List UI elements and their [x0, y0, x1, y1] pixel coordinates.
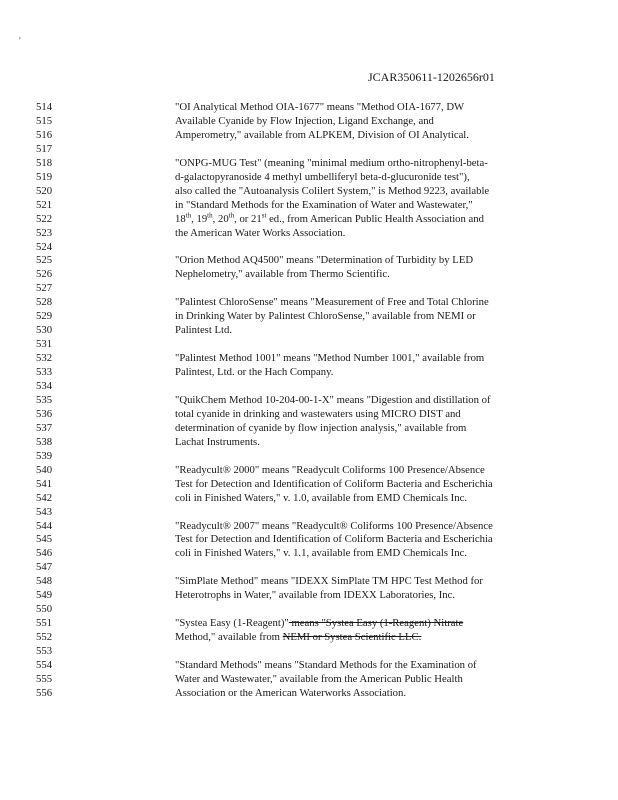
text-run: Palintest, Ltd. or the Hach Company.: [175, 366, 334, 379]
document-line: [0, 212, 618, 226]
text-run: in Drinking Water by Palintest ChloroSense," available from NEMI or: [175, 310, 476, 323]
document-line: [0, 532, 618, 546]
line-number: 532: [36, 352, 53, 365]
document-line: [0, 309, 618, 323]
line-number: 544: [36, 519, 53, 532]
text-run: Test for Detection and Identification of Coliform Bacteria and Escherichia: [175, 477, 493, 490]
text-run: Palintest Ltd.: [175, 324, 232, 337]
document-line: [0, 463, 618, 477]
line-text: [175, 309, 476, 323]
line-text: [175, 407, 461, 421]
line-text: [175, 170, 470, 184]
document-line: [0, 421, 618, 435]
text-run: "QuikChem Method 10-204-00-1-X" means "Digestion and distillation of: [175, 393, 491, 406]
line-number: 548: [36, 575, 53, 588]
line-text: [175, 532, 493, 546]
text-run: "Palintest ChloroSense" means "Measurement of Free and Total Chlorine: [175, 296, 489, 309]
text-run: 18: [175, 212, 186, 225]
document-line: [0, 281, 618, 295]
text-run: , 20: [212, 212, 229, 225]
line-text: [175, 365, 333, 379]
line-number: 554: [36, 659, 53, 671]
line-number: 551: [36, 617, 53, 630]
text-run: in "Standard Methods for the Examination of Water and Wastewater,": [175, 198, 473, 211]
line-number: 519: [36, 170, 53, 183]
document-line: [0, 379, 618, 393]
line-text: [175, 477, 493, 491]
line-number: 514: [36, 101, 53, 113]
line-text: [175, 393, 491, 407]
line-number: 528: [36, 296, 53, 309]
document-line: [0, 546, 618, 560]
line-number: 546: [36, 547, 53, 560]
line-text: [175, 226, 345, 240]
line-text: [175, 184, 489, 198]
line-number: 553: [36, 645, 53, 658]
text-run: coli in Finished Waters," v. 1.0, available from EMD Chemicals Inc.: [175, 491, 467, 504]
text-run: coli in Finished Waters," v. 1.1, available from EMD Chemicals Inc.: [175, 547, 467, 560]
stray-mark: ': [19, 36, 21, 47]
document-line: [0, 477, 618, 491]
document-id-header: JCAR350611-1202656r01: [368, 70, 495, 84]
line-number: 520: [36, 184, 53, 197]
document-line: [0, 128, 618, 142]
line-number: 537: [36, 421, 53, 434]
text-run: "SimPlate Method" means "IDEXX SimPlate TM HPC Test Method for: [175, 575, 483, 588]
text-run: Water and Wastewater," available from the American Public Health: [175, 672, 463, 685]
text-run: Amperometry," available from ALPKEM, Division of OI Analytical.: [175, 128, 469, 141]
document-line: [0, 226, 618, 240]
line-text: [175, 574, 483, 588]
text-run: Association or the American Waterworks Association.: [175, 686, 407, 699]
line-text: [175, 128, 469, 142]
text-run: , or 21: [234, 212, 262, 225]
text-run: determination of cyanide by flow injection analysis," available from: [175, 421, 467, 434]
text-run: Nephelometry," available from Thermo Scientific.: [175, 268, 390, 281]
document-line: [0, 393, 618, 407]
text-run: total cyanide in drinking and wastewaters using MICRO DIST and: [175, 407, 461, 420]
line-number: 527: [36, 282, 53, 295]
document-line: [0, 184, 618, 198]
text-run: the American Water Works Association.: [175, 226, 346, 239]
document-line: [0, 253, 618, 267]
document-line: [0, 240, 618, 254]
line-text: [175, 658, 477, 672]
line-number: 536: [36, 407, 53, 420]
line-number: 535: [36, 393, 53, 406]
document-line: [0, 170, 618, 184]
line-text: [175, 114, 434, 128]
ordinal-superscript: th: [207, 211, 213, 220]
ordinal-superscript: th: [228, 211, 235, 220]
document-line: [0, 588, 618, 602]
text-run: "Readycult® 2000" means "Readycult Coliforms 100 Presence/Absence: [175, 463, 485, 476]
document-line: [0, 616, 618, 630]
line-text: [175, 686, 406, 700]
document-line: [0, 295, 618, 309]
ordinal-superscript: th: [185, 211, 192, 220]
document-line: [0, 672, 618, 686]
document-line: [0, 351, 618, 365]
line-text: [175, 351, 484, 365]
document-line: [0, 100, 618, 114]
text-run: Method," available from: [175, 631, 283, 644]
line-text: [175, 421, 466, 435]
line-number: 523: [36, 226, 53, 239]
line-text: [175, 212, 484, 226]
line-text: [175, 491, 467, 505]
document-line: [0, 686, 618, 700]
line-text: [175, 588, 455, 602]
struck-text: means "Systea Easy (1-Reagent) Nitrate: [288, 617, 464, 630]
document-line: [0, 142, 618, 156]
line-number: 547: [36, 561, 53, 574]
text-run: Test for Detection and Identification of Coliform Bacteria and Escherichia: [175, 533, 493, 546]
document-line: [0, 574, 618, 588]
text-run: Heterotrophs in Water," available from IDEXX Laboratories, Inc.: [175, 589, 456, 602]
document-line: [0, 407, 618, 421]
document-line: [0, 114, 618, 128]
document-line: [0, 658, 618, 672]
line-number: 543: [36, 505, 53, 518]
line-number: 545: [36, 533, 53, 546]
line-number: 522: [36, 212, 53, 225]
struck-text: NEMI or Systea Scientific LLC.: [282, 631, 422, 644]
text-run: ed., from American Public Health Association and: [266, 212, 484, 225]
document-line: [0, 156, 618, 170]
text-run: Available Cyanide by Flow Injection, Ligand Exchange, and: [175, 114, 434, 127]
text-run: , 19: [191, 212, 208, 225]
text-run: also called the "Autoanalysis Colilert System," is Method 9223, available: [175, 184, 490, 197]
document-line: [0, 519, 618, 533]
document-line: [0, 491, 618, 505]
document-line: [0, 337, 618, 351]
line-number: 524: [36, 240, 53, 253]
text-run: "OI Analytical Method OIA-1677" means "Method OIA-1677, DW: [175, 101, 465, 113]
line-text: [175, 295, 489, 309]
line-number: 555: [36, 672, 53, 685]
line-number: 552: [36, 631, 53, 644]
document-line: [0, 435, 618, 449]
document-line: [0, 644, 618, 658]
document-line: [0, 267, 618, 281]
line-text: [175, 463, 485, 477]
line-text: [175, 546, 467, 560]
line-number: 542: [36, 491, 53, 504]
document-line: [0, 630, 618, 644]
text-run: "ONPG-MUG Test" (meaning "minimal medium ortho-nitrophenyl-beta-: [175, 156, 488, 169]
document-line: [0, 365, 618, 379]
line-number: 533: [36, 366, 53, 379]
text-run: "Standard Methods" means "Standard Methods for the Examination of: [175, 659, 477, 671]
line-number: 526: [36, 268, 53, 281]
line-text: [175, 435, 260, 449]
document-line: [0, 449, 618, 463]
line-number: 534: [36, 380, 53, 392]
line-text: [175, 100, 464, 114]
document-line: [0, 602, 618, 616]
line-number: 531: [36, 338, 53, 351]
line-number: 538: [36, 435, 53, 448]
text-run: d-galactopyranoside 4 methyl umbelliferyl beta-d-glucuronide test"),: [175, 170, 470, 183]
line-number: 517: [36, 142, 53, 155]
line-number: 540: [36, 463, 53, 476]
document-line: [0, 560, 618, 574]
line-text: [175, 198, 473, 212]
text-run: "Readycult® 2007" means "Readycult® Coliforms 100 Presence/Absence: [175, 519, 493, 532]
line-number: 549: [36, 589, 53, 602]
text-run: "Orion Method AQ4500" means "Determination of Turbidity by LED: [175, 254, 474, 267]
line-number: 530: [36, 324, 53, 337]
text-run: Lachat Instruments.: [175, 435, 260, 448]
line-number: 529: [36, 310, 53, 323]
text-run: "Systea Easy (1-Reagent)": [175, 617, 289, 630]
line-text: [175, 156, 488, 170]
line-number: 515: [36, 114, 53, 127]
line-number: 541: [36, 477, 53, 490]
ordinal-superscript: st: [261, 211, 267, 220]
line-number: 521: [36, 198, 53, 211]
line-text: [175, 267, 390, 281]
line-number: 539: [36, 449, 53, 462]
line-text: [175, 616, 463, 630]
document-line: [0, 198, 618, 212]
line-number: 550: [36, 603, 53, 616]
document-line: [0, 505, 618, 519]
line-text: [175, 323, 232, 337]
document-line: [0, 323, 618, 337]
line-text: [175, 253, 473, 267]
line-number: 518: [36, 156, 53, 169]
line-text: [175, 672, 463, 686]
line-number: 525: [36, 254, 53, 267]
line-number: 516: [36, 128, 53, 141]
line-text: [175, 630, 421, 644]
line-number: 556: [36, 686, 53, 699]
text-run: "Palintest Method 1001" means "Method Number 1001," available from: [175, 352, 485, 365]
line-text: [175, 519, 493, 533]
